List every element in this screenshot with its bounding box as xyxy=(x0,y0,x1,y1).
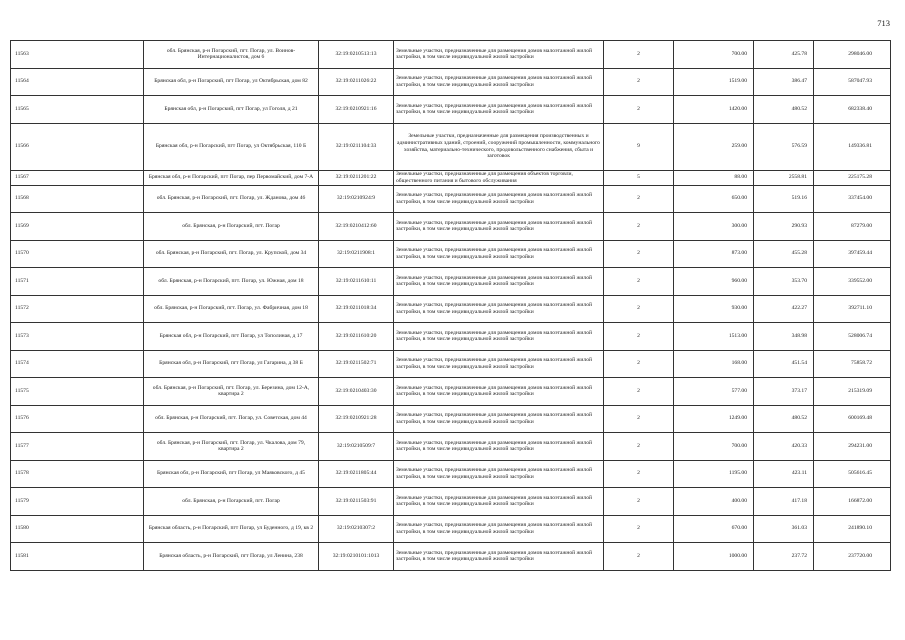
category-cell: 2 xyxy=(604,405,674,433)
cadastral-value-cell: 149336.81 xyxy=(814,123,891,170)
address-cell: Брянская обл, р-н Погарский, пгт Погар, ул Гоголя, д 21 xyxy=(144,96,319,124)
specific-value-cell: 451.54 xyxy=(754,350,814,378)
area-cell: 300.00 xyxy=(674,213,754,241)
specific-value-cell: 519.16 xyxy=(754,185,814,213)
cadastral-number-cell: 32:19:0211805:44 xyxy=(319,460,394,488)
address-cell: Брянская обл, р-н Погарский, пгт Погар, ул Гагарина, д 38 Б xyxy=(144,350,319,378)
address-cell: Брянская обл, р-н Погарский, пгт Погар, ул Октябрьская, дом 82 xyxy=(144,68,319,96)
category-cell: 2 xyxy=(604,323,674,351)
land-use-cell: Земельные участки, предназначенные для размещения объектов торговли, общественного питания и бытового обслуживания xyxy=(394,170,604,185)
address-cell: Брянская обл, р-н Погарский, пгт Погар, ул Октябрьская, 110 Б xyxy=(144,123,319,170)
address-cell: обл. Брянская, р-н Погарский, пгт. Погар xyxy=(144,213,319,241)
cadastral-number-cell: 32:19:0211503:91 xyxy=(319,488,394,516)
specific-value-cell: 455.28 xyxy=(754,240,814,268)
table-row xyxy=(11,515,891,543)
address-cell: Брянская обл, р-н Погарский, пгт Погар, ул Тополиная, д 17 xyxy=(144,323,319,351)
table-row xyxy=(11,433,891,461)
record-number-cell: 11568 xyxy=(11,185,144,213)
specific-value-cell: 417.18 xyxy=(754,488,814,516)
area-cell: 650.00 xyxy=(674,185,754,213)
cadastral-value-cell: 682338.40 xyxy=(814,96,891,124)
area-cell: 1420.00 xyxy=(674,96,754,124)
specific-value-cell: 425.78 xyxy=(754,41,814,69)
table-row xyxy=(11,185,891,213)
address-cell: обл. Брянская, р-н Погарский, пгт. Погар, ул. Южная, дом 18 xyxy=(144,268,319,296)
area-cell: 960.00 xyxy=(674,268,754,296)
record-number-cell: 11571 xyxy=(11,268,144,296)
category-cell: 2 xyxy=(604,460,674,488)
record-number-cell: 11578 xyxy=(11,460,144,488)
specific-value-cell: 353.70 xyxy=(754,268,814,296)
cadastral-value-table xyxy=(10,40,891,571)
area-cell: 670.00 xyxy=(674,515,754,543)
address-cell: обл. Брянская, р-н Погарский, пгт. Погар, ул. Чкалова, дом 79, квартира 2 xyxy=(144,433,319,461)
cadastral-number-cell: 32:19:0211502:71 xyxy=(319,350,394,378)
category-cell: 2 xyxy=(604,268,674,296)
cadastral-value-cell: 75858.72 xyxy=(814,350,891,378)
area-cell: 168.00 xyxy=(674,350,754,378)
land-use-cell: Земельные участки, предназначенные для размещения домов малоэтажной жилой застройки, в том числе индивидуальной жилой застройки xyxy=(394,378,604,406)
record-number-cell: 11573 xyxy=(11,323,144,351)
record-number-cell: 11567 xyxy=(11,170,144,185)
record-number-cell: 11564 xyxy=(11,68,144,96)
cadastral-number-cell: 32:19:0211610:11 xyxy=(319,268,394,296)
specific-value-cell: 480.52 xyxy=(754,405,814,433)
specific-value-cell: 423.11 xyxy=(754,460,814,488)
land-use-cell: Земельные участки, предназначенные для размещения домов малоэтажной жилой застройки, в том числе индивидуальной жилой застройки xyxy=(394,240,604,268)
record-number-cell: 11579 xyxy=(11,488,144,516)
address-cell: обл. Брянская, р-н Погарский, пгт. Погар, ул. Березина, дом 12-А, квартира 2 xyxy=(144,378,319,406)
table-row xyxy=(11,460,891,488)
land-use-cell: Земельные участки, предназначенные для размещения домов малоэтажной жилой застройки, в том числе индивидуальной жилой застройки xyxy=(394,185,604,213)
category-cell: 2 xyxy=(604,543,674,571)
land-use-cell: Земельные участки, предназначенные для размещения домов малоэтажной жилой застройки, в том числе индивидуальной жилой застройки xyxy=(394,405,604,433)
record-number-cell: 11577 xyxy=(11,433,144,461)
table-row xyxy=(11,240,891,268)
cadastral-number-cell: 32:19:0210924:9 xyxy=(319,185,394,213)
record-number-cell: 11565 xyxy=(11,96,144,124)
table-row xyxy=(11,41,891,69)
address-cell: обл. Брянская, р-н Погарский, пгт. Погар, ул. Советская, дом 44 xyxy=(144,405,319,433)
cadastral-value-cell: 392711.10 xyxy=(814,295,891,323)
page-number: 713 xyxy=(877,18,890,28)
specific-value-cell: 2558.81 xyxy=(754,170,814,185)
table-row xyxy=(11,488,891,516)
address-cell: обл. Брянская, р-н Погарский, пгт. Погар xyxy=(144,488,319,516)
specific-value-cell: 373.17 xyxy=(754,378,814,406)
record-number-cell: 11575 xyxy=(11,378,144,406)
record-number-cell: 11572 xyxy=(11,295,144,323)
cadastral-value-cell: 166872.00 xyxy=(814,488,891,516)
cadastral-number-cell: 32:19:0210921:16 xyxy=(319,96,394,124)
cadastral-number-cell: 32:19:0210509:7 xyxy=(319,433,394,461)
area-cell: 930.00 xyxy=(674,295,754,323)
address-cell: Брянская обл, р-н Погарский, пгт Погар, ул Маяковского, д 45 xyxy=(144,460,319,488)
cadastral-value-cell: 505616.45 xyxy=(814,460,891,488)
cadastral-number-cell: 32:19:0211908:1 xyxy=(319,240,394,268)
cadastral-value-cell: 339552.00 xyxy=(814,268,891,296)
cadastral-value-cell: 87279.00 xyxy=(814,213,891,241)
specific-value-cell: 422.27 xyxy=(754,295,814,323)
cadastral-number-cell: 32:19:0210921:28 xyxy=(319,405,394,433)
record-number-cell: 11581 xyxy=(11,543,144,571)
cadastral-value-cell: 528006.74 xyxy=(814,323,891,351)
table-row xyxy=(11,96,891,124)
land-use-cell: Земельные участки, предназначенные для размещения домов малоэтажной жилой застройки, в том числе индивидуальной жилой застройки xyxy=(394,460,604,488)
specific-value-cell: 290.93 xyxy=(754,213,814,241)
category-cell: 2 xyxy=(604,350,674,378)
specific-value-cell: 386.47 xyxy=(754,68,814,96)
address-cell: обл. Брянская, р-н Погарский, пгт. Погар, ул. Фабричная, дом 18 xyxy=(144,295,319,323)
area-cell: 400.00 xyxy=(674,488,754,516)
category-cell: 9 xyxy=(604,123,674,170)
cadastral-value-cell: 215319.09 xyxy=(814,378,891,406)
specific-value-cell: 237.72 xyxy=(754,543,814,571)
table-body xyxy=(11,41,891,571)
table-row xyxy=(11,350,891,378)
area-cell: 1513.00 xyxy=(674,323,754,351)
table-row xyxy=(11,170,891,185)
table-row xyxy=(11,543,891,571)
category-cell: 2 xyxy=(604,378,674,406)
record-number-cell: 11576 xyxy=(11,405,144,433)
land-use-cell: Земельные участки, предназначенные для размещения домов малоэтажной жилой застройки, в том числе индивидуальной жилой застройки xyxy=(394,96,604,124)
land-use-cell: Земельные участки, предназначенные для размещения домов малоэтажной жилой застройки, в том числе индивидуальной жилой застройки xyxy=(394,41,604,69)
cadastral-number-cell: 32:19:0211610:20 xyxy=(319,323,394,351)
cadastral-value-cell: 587047.93 xyxy=(814,68,891,96)
area-cell: 577.00 xyxy=(674,378,754,406)
record-number-cell: 11574 xyxy=(11,350,144,378)
specific-value-cell: 348.98 xyxy=(754,323,814,351)
address-cell: Брянская обл, р-н Погарский, пгт Погар, пер Первомайский, дом 7-А xyxy=(144,170,319,185)
area-cell: 700.00 xyxy=(674,433,754,461)
category-cell: 2 xyxy=(604,213,674,241)
cadastral-number-cell: 32:19:0210101:1013 xyxy=(319,543,394,571)
cadastral-number-cell: 32:19:0211201:22 xyxy=(319,170,394,185)
land-use-cell: Земельные участки, предназначенные для размещения домов малоэтажной жилой застройки, в том числе индивидуальной жилой застройки xyxy=(394,515,604,543)
table-row xyxy=(11,268,891,296)
cadastral-number-cell: 32:19:0211104:33 xyxy=(319,123,394,170)
cadastral-number-cell: 32:19:0210513:13 xyxy=(319,41,394,69)
specific-value-cell: 420.33 xyxy=(754,433,814,461)
category-cell: 2 xyxy=(604,240,674,268)
category-cell: 2 xyxy=(604,295,674,323)
category-cell: 2 xyxy=(604,68,674,96)
table-row xyxy=(11,405,891,433)
record-number-cell: 11569 xyxy=(11,213,144,241)
table-row xyxy=(11,295,891,323)
table-row xyxy=(11,68,891,96)
land-use-cell: Земельные участки, предназначенные для размещения домов малоэтажной жилой застройки, в том числе индивидуальной жилой застройки xyxy=(394,323,604,351)
land-use-cell: Земельные участки, предназначенные для размещения домов малоэтажной жилой застройки, в том числе индивидуальной жилой застройки xyxy=(394,268,604,296)
table-row xyxy=(11,123,891,170)
area-cell: 1195.00 xyxy=(674,460,754,488)
cadastral-number-cell: 32:19:0210307:2 xyxy=(319,515,394,543)
land-use-cell: Земельные участки, предназначенные для размещения домов малоэтажной жилой застройки, в том числе индивидуальной жилой застройки xyxy=(394,68,604,96)
cadastral-number-cell: 32:19:0210403:30 xyxy=(319,378,394,406)
land-use-cell: Земельные участки, предназначенные для размещения домов малоэтажной жилой застройки, в том числе индивидуальной жилой застройки xyxy=(394,350,604,378)
cadastral-value-cell: 298046.00 xyxy=(814,41,891,69)
land-use-cell: Земельные участки, предназначенные для размещения домов малоэтажной жилой застройки, в том числе индивидуальной жилой застройки xyxy=(394,295,604,323)
category-cell: 2 xyxy=(604,96,674,124)
land-use-cell: Земельные участки, предназначенные для размещения домов малоэтажной жилой застройки, в том числе индивидуальной жилой застройки xyxy=(394,433,604,461)
record-number-cell: 11563 xyxy=(11,41,144,69)
land-use-cell: Земельные участки, предназначенные для размещения домов малоэтажной жилой застройки, в том числе индивидуальной жилой застройки xyxy=(394,543,604,571)
address-cell: обл. Брянская, р-н Погарский, пгт. Погар, ул. Крупской, дом 34 xyxy=(144,240,319,268)
area-cell: 1000.00 xyxy=(674,543,754,571)
category-cell: 2 xyxy=(604,185,674,213)
address-cell: обл. Брянская, р-н Погарский, пгт. Погар, ул. Воинов-Интернационалистов, дом 6 xyxy=(144,41,319,69)
address-cell: Брянская область, р-н Погарский, пгт Погар, ул Буденного, д 19, кв 2 xyxy=(144,515,319,543)
cadastral-value-cell: 600169.48 xyxy=(814,405,891,433)
record-number-cell: 11570 xyxy=(11,240,144,268)
record-number-cell: 11580 xyxy=(11,515,144,543)
table-row xyxy=(11,323,891,351)
cadastral-value-cell: 337454.00 xyxy=(814,185,891,213)
area-cell: 1519.00 xyxy=(674,68,754,96)
table-row xyxy=(11,213,891,241)
table-row xyxy=(11,378,891,406)
record-number-cell: 11566 xyxy=(11,123,144,170)
address-cell: обл. Брянская, р-н Погарский, пгт. Погар, ул. Жданова, дом 46 xyxy=(144,185,319,213)
category-cell: 2 xyxy=(604,515,674,543)
category-cell: 2 xyxy=(604,433,674,461)
area-cell: 1249.00 xyxy=(674,405,754,433)
category-cell: 2 xyxy=(604,488,674,516)
land-use-cell: Земельные участки, предназначенные для размещения домов малоэтажной жилой застройки, в том числе индивидуальной жилой застройки xyxy=(394,213,604,241)
cadastral-value-cell: 237720.00 xyxy=(814,543,891,571)
cadastral-number-cell: 32:19:0211026:22 xyxy=(319,68,394,96)
land-use-cell: Земельные участки, предназначенные для размещения производственных и административных зданий, строений, сооружений промышленности, коммунального хозяйства, материально-технического, продовольственного снабжения, сбыта и заготовок xyxy=(394,123,604,170)
specific-value-cell: 576.59 xyxy=(754,123,814,170)
area-cell: 88.00 xyxy=(674,170,754,185)
cadastral-number-cell: 32:19:0211018:34 xyxy=(319,295,394,323)
area-cell: 259.00 xyxy=(674,123,754,170)
cadastral-value-cell: 241890.10 xyxy=(814,515,891,543)
land-use-cell: Земельные участки, предназначенные для размещения домов малоэтажной жилой застройки, в том числе индивидуальной жилой застройки xyxy=(394,488,604,516)
category-cell: 5 xyxy=(604,170,674,185)
cadastral-number-cell: 32:19:0210412:60 xyxy=(319,213,394,241)
specific-value-cell: 361.03 xyxy=(754,515,814,543)
specific-value-cell: 480.52 xyxy=(754,96,814,124)
address-cell: Брянская область, р-н Погарский, пгт Погар, ул Ленина, 238 xyxy=(144,543,319,571)
cadastral-value-cell: 294231.00 xyxy=(814,433,891,461)
area-cell: 700.00 xyxy=(674,41,754,69)
cadastral-value-cell: 397459.44 xyxy=(814,240,891,268)
area-cell: 873.00 xyxy=(674,240,754,268)
cadastral-value-cell: 225175.28 xyxy=(814,170,891,185)
category-cell: 2 xyxy=(604,41,674,69)
